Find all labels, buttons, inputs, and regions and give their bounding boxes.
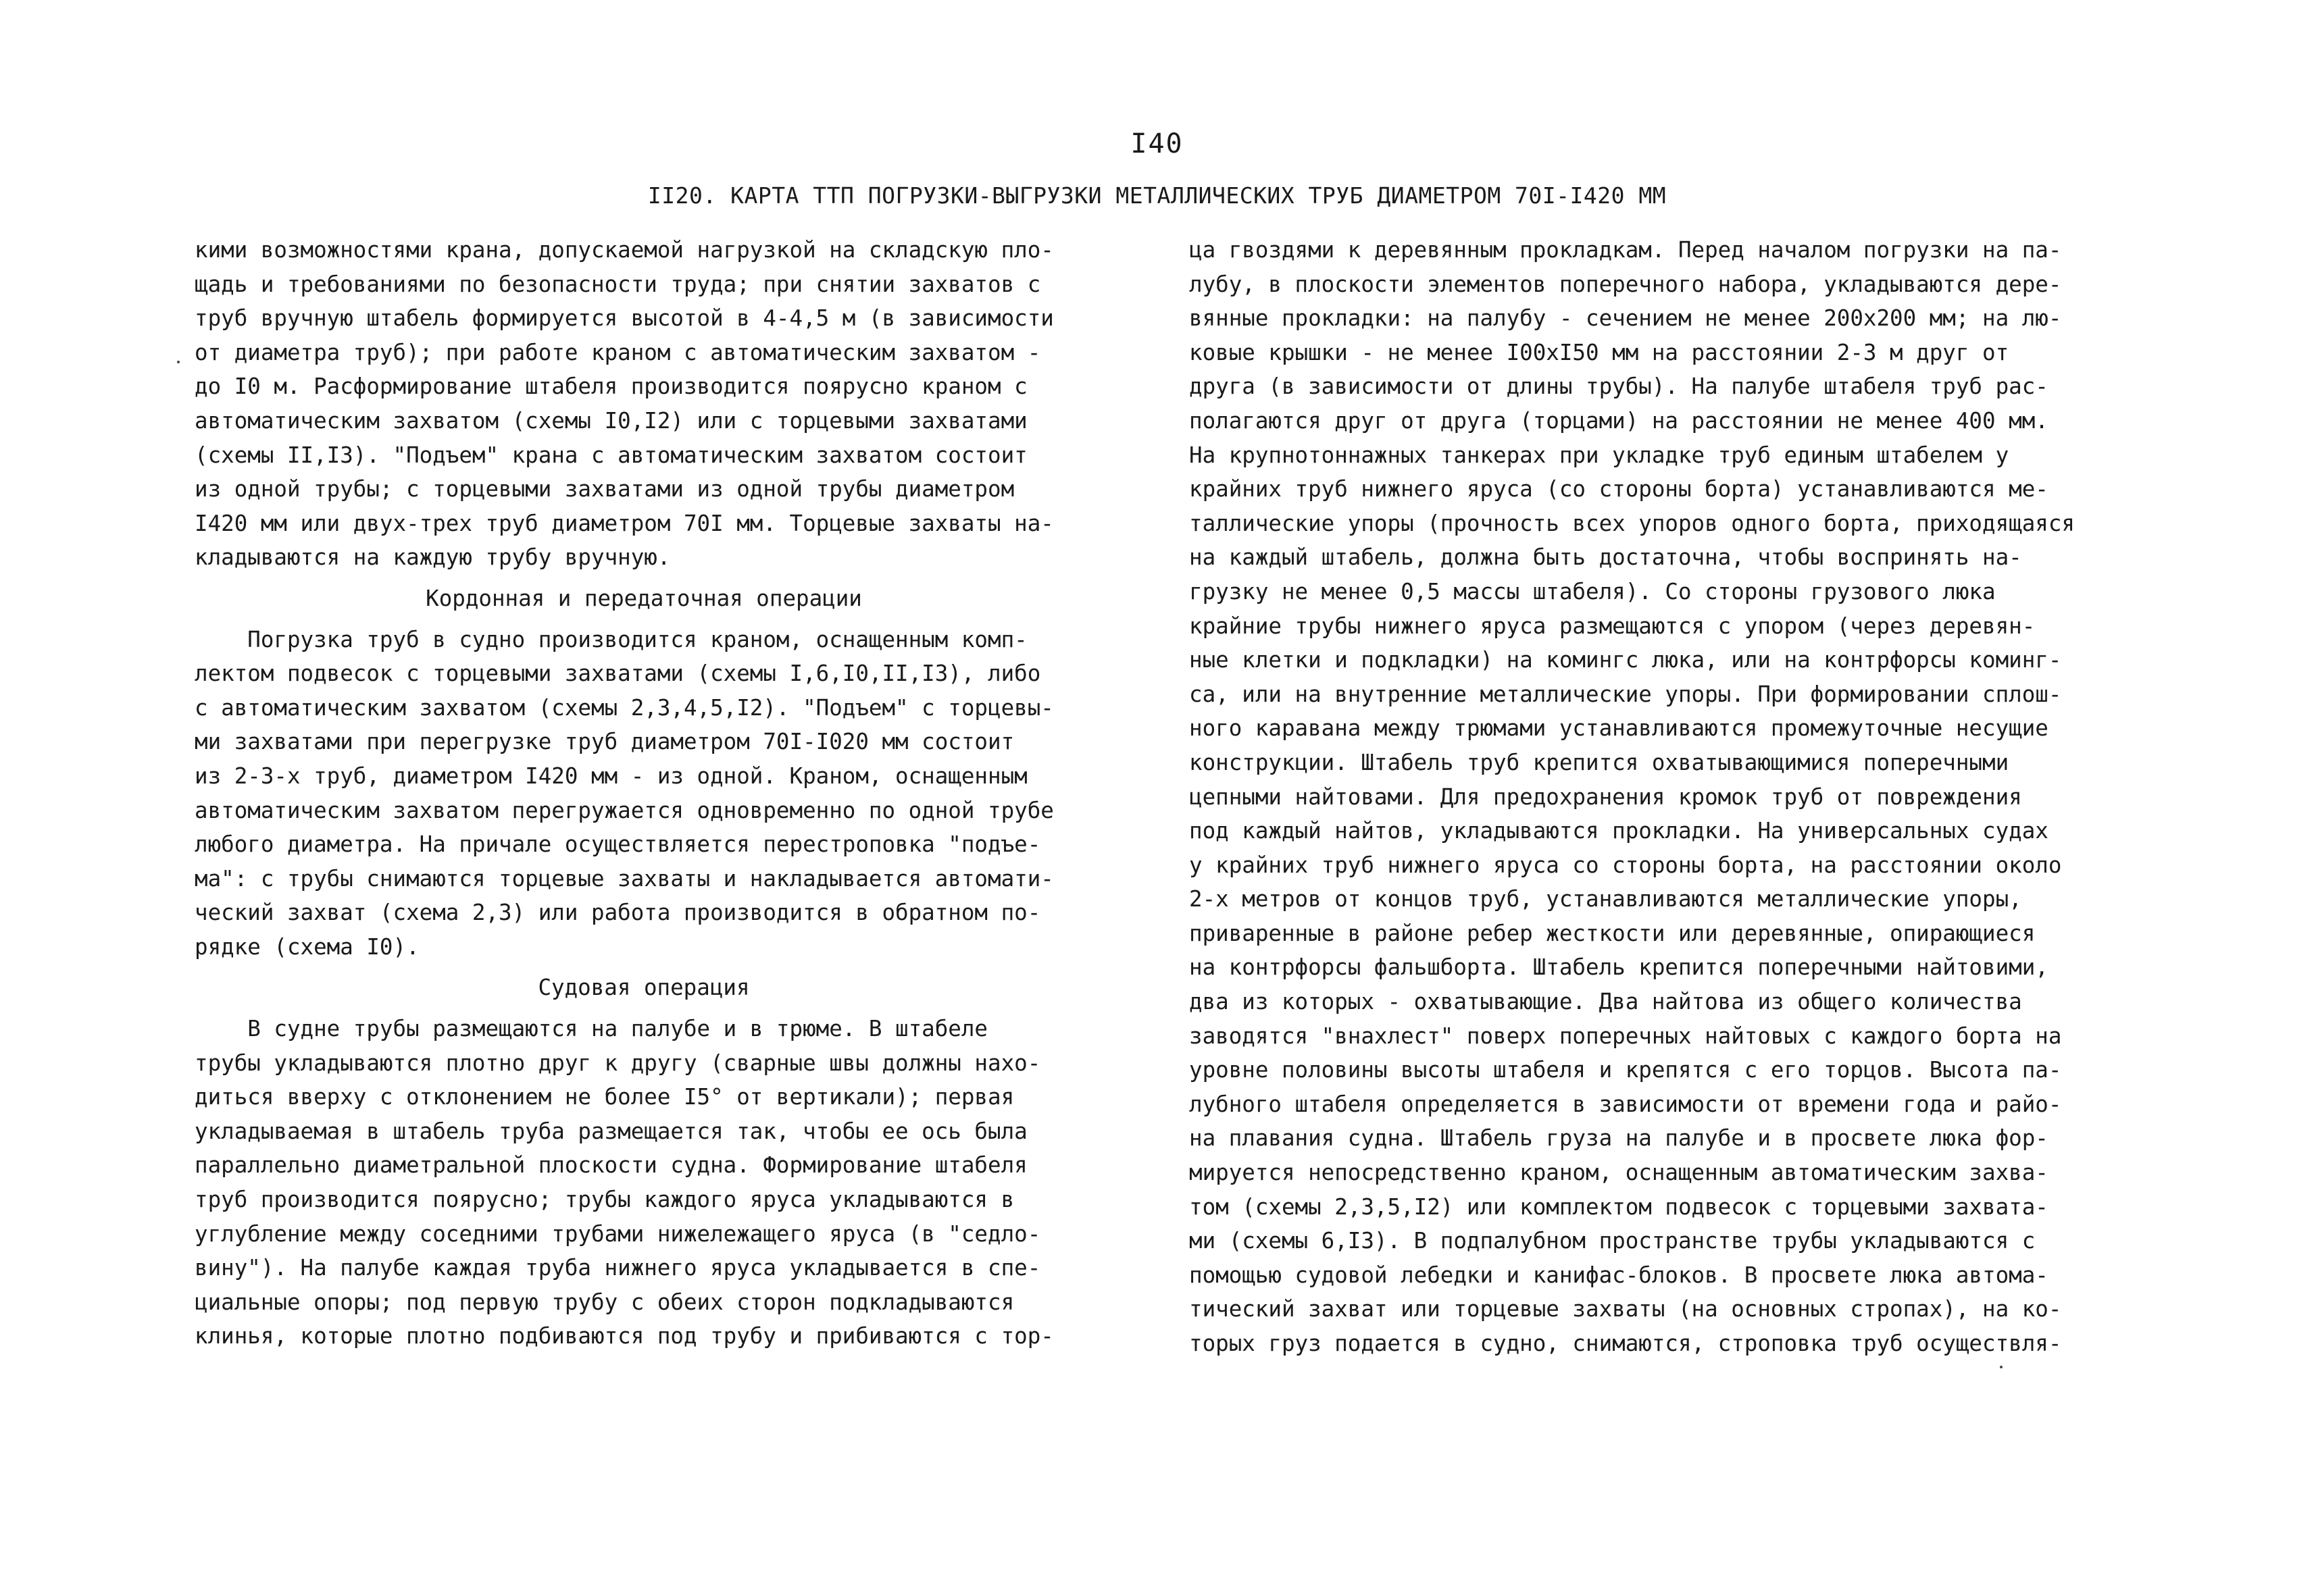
text-line: вину"). На палубе каждая труба нижнего яруса укладывается в спе- [195, 1255, 1041, 1281]
cordon-operation-paragraph [195, 623, 1093, 964]
page-number: I40 [1130, 128, 1184, 159]
text-line: ного каравана между трюмами устанавливаются промежуточные несущие [1189, 715, 2048, 742]
text-line: полагаются друг от друга (торцами) на расстоянии не менее 400 мм. [1189, 407, 2048, 434]
text-line: (схемы II,I3). "Подъем" крана с автоматическим захватом состоит [195, 442, 1028, 468]
text-line: том (схемы 2,3,5,I2) или комплектом подвесок с торцевыми захвата- [1189, 1193, 2048, 1220]
section-heading-cordon-operation: Кордонная и передаточная операции [426, 585, 862, 611]
text-line: клинья, которые плотно подбиваются под трубу и прибиваются с тор- [195, 1323, 1054, 1349]
text-line: таллические упоры (прочность всех упоров одного борта, приходящаяся [1189, 510, 2075, 536]
text-line: из одной трубы; с торцевыми захватами из одной трубы диаметром [195, 476, 1015, 503]
text-line: любого диаметра. На причале осуществляется перестроповка "подъе- [195, 831, 1041, 858]
text-line: цепными найтовами. Для предохранения кромок труб от повреждения [1189, 783, 2022, 810]
text-line: лектом подвесок с торцевыми захватами (схемы I,6,I0,II,I3), либо [195, 661, 1041, 687]
text-line: Погрузка труб в судно производится краном, оснащенным комп- [195, 626, 1028, 652]
text-line: I420 мм или двух-трех труб диаметром 70I мм. Торцевые захваты на- [195, 510, 1054, 536]
text-line: помощью судовой лебедки и канифас-блоков. В просвете люка автома- [1189, 1262, 2048, 1288]
text-line: рядке (схема I0). [195, 933, 420, 960]
section-heading-ship-operation: Судовая операция [538, 975, 750, 1001]
text-line: кими возможностями крана, допускаемой нагрузкой на складскую пло- [195, 237, 1054, 263]
text-line: труб вручную штабель формируется высотой в 4-4,5 м (в зависимости [195, 305, 1054, 332]
text-line: приваренные в районе ребер жесткости или деревянные, опирающиеся [1189, 920, 2036, 946]
text-line: автоматическим захватом перегружается одновременно по одной трубе [195, 797, 1054, 823]
text-line: са, или на внутренние металлические упоры. При формировании сплош- [1189, 681, 2062, 707]
text-line: кладываются на каждую трубу вручную. [195, 544, 671, 571]
text-line: крайних труб нижнего яруса (со стороны борта) устанавливаются ме- [1189, 476, 2048, 503]
text-line: ные клетки и подкладки) на комингс люка, или на контрфорсы коминг- [1189, 647, 2062, 673]
text-line: углубление между соседними трубами нижележащего яруса (в "седло- [195, 1220, 1041, 1247]
text-line: мируется непосредственно краном, оснащенным автоматическим захва- [1189, 1160, 2048, 1186]
text-line: труб производится поярусно; трубы каждого яруса укладываются в [195, 1187, 1015, 1213]
text-line: ца гвоздями к деревянным прокладкам. Перед началом погрузки на па- [1189, 237, 2062, 263]
intro-paragraph [195, 233, 1093, 575]
text-line: торых груз подается в судно, снимаются, строповка труб осуществля- [1189, 1331, 2062, 1356]
text-line: циальные опоры; под первую трубу с обеих сторон подкладываются [195, 1289, 1015, 1315]
text-line: ческий захват (схема 2,3) или работа производится в обратном по- [195, 900, 1041, 926]
text-line: от диаметра труб); при работе краном с автоматическим захватом - [195, 339, 1041, 365]
text-line: на каждый штабель, должна быть достаточна, чтобы воспринять на- [1189, 544, 2022, 571]
text-line: из 2-3-х труб, диаметром I420 мм - из одной. Краном, оснащенным [195, 763, 1028, 789]
right-column [1189, 233, 2108, 1361]
text-line: у крайних труб нижнего яруса со стороны борта, на расстоянии около [1189, 852, 2062, 878]
text-line: автоматическим захватом (схемы I0,I2) или с торцевыми захватами [195, 407, 1028, 434]
text-line: В судне трубы размещаются на палубе и в трюме. В штабеле [195, 1016, 988, 1042]
text-line: щадь и требованиями по безопасности труда; при снятии захватов с [195, 271, 1041, 297]
text-line: трубы укладываются плотно друг к другу (сварные швы должны нахо- [195, 1050, 1041, 1076]
text-line: крайние трубы нижнего яруса размещаются с упором (через деревян- [1189, 613, 2036, 639]
text-line: лубного штабеля определяется в зависимости от времени года и райо- [1189, 1091, 2062, 1117]
text-line: ми (схемы 6,I3). В подпалубном пространстве трубы укладываются с [1189, 1228, 2036, 1254]
scan-speck [177, 361, 180, 363]
text-line: заводятся "внахлест" поверх поперечных найтовых с каждого борта на [1189, 1023, 2062, 1049]
text-line: ковые крышки - не менее I00хI50 мм на расстоянии 2-3 м друг от [1189, 339, 2009, 365]
page-title: II20. КАРТА ТТП ПОГРУЗКИ-ВЫГРУЗКИ МЕТАЛЛИЧЕСКИХ ТРУБ ДИАМЕТРОМ 70I-I420 ММ [647, 182, 1667, 209]
text-line: ма": с трубы снимаются торцевые захваты и накладывается автомати- [195, 865, 1054, 892]
text-line: грузку не менее 0,5 массы штабеля). Со стороны грузового люка [1189, 578, 1996, 604]
text-line: на контрфорсы фальшборта. Штабель крепится поперечными найтовими, [1189, 954, 2048, 981]
text-line: 2-х метров от концов труб, устанавливаются металлические упоры, [1189, 886, 2022, 912]
ship-operation-paragraph [195, 1012, 1093, 1354]
text-line: под каждый найтов, укладываются прокладки. На универсальных судах [1189, 818, 2048, 844]
text-line: до I0 м. Расформирование штабеля производится поярусно краном с [195, 374, 1028, 400]
text-line: параллельно диаметральной плоскости судна. Формирование штабеля [195, 1152, 1028, 1179]
text-line: с автоматическим захватом (схемы 2,3,4,5,I2). "Подъем" с торцевы- [195, 694, 1054, 721]
text-line: два из которых - охватывающие. Два найтова из общего количества [1189, 989, 2022, 1015]
text-line: конструкции. Штабель труб крепится охватывающимися поперечными [1189, 749, 2009, 775]
text-line: лубу, в плоскости элементов поперечного набора, укладываются дере- [1189, 271, 2062, 297]
scan-speck [2000, 1366, 2003, 1368]
text-line: укладываемая в штабель труба размещается так, чтобы ее ось была [195, 1118, 1028, 1144]
text-line: ми захватами при перегрузке труб диаметром 70I-I020 мм состоит [195, 729, 1015, 755]
text-line: уровне половины высоты штабеля и крепятся с его торцов. Высота па- [1189, 1057, 2062, 1083]
text-line: друга (в зависимости от длины трубы). На палубе штабеля труб рас- [1189, 374, 2048, 400]
text-line: вянные прокладки: на палубу - сечением не менее 200х200 мм; на лю- [1189, 305, 2062, 332]
text-line: на плавания судна. Штабель груза на палубе и в просвете люка фор- [1189, 1125, 2048, 1152]
text-line: тический захват или торцевые захваты (на основных стропах), на ко- [1189, 1296, 2062, 1322]
text-line: На крупнотоннажных танкерах при укладке труб единым штабелем у [1189, 442, 2009, 468]
left-column [195, 233, 1093, 1354]
text-line: диться вверху с отклонением не более I5° от вертикали); первая [195, 1084, 1015, 1110]
